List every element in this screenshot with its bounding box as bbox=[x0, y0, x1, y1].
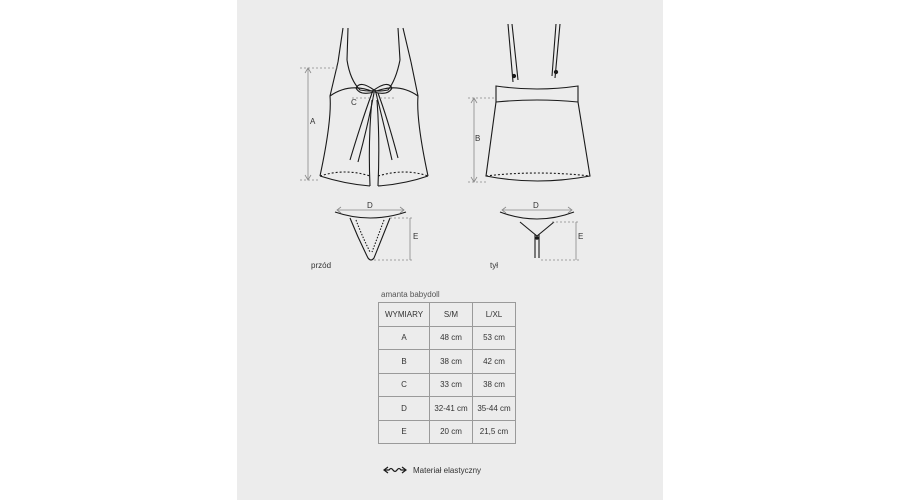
cell-sm: 33 cm bbox=[430, 374, 473, 398]
view-back-caption: tył bbox=[490, 261, 498, 270]
table-row bbox=[378, 397, 516, 421]
cell-sm: 32-41 cm bbox=[430, 397, 473, 421]
row-label: E bbox=[378, 421, 430, 445]
cell-lxl: 38 cm bbox=[473, 374, 516, 398]
dim-b-label: B bbox=[475, 134, 481, 143]
row-label: A bbox=[378, 327, 430, 351]
cell-lxl: 42 cm bbox=[473, 350, 516, 374]
table-header-row bbox=[378, 302, 516, 327]
table-row bbox=[378, 350, 516, 374]
dim-e-back-label: E bbox=[578, 232, 584, 241]
row-label: C bbox=[378, 374, 430, 398]
row-label: B bbox=[378, 350, 430, 374]
header-cell: WYMIARY bbox=[378, 302, 430, 327]
table-row bbox=[378, 327, 516, 351]
dim-c-label: C bbox=[351, 98, 357, 107]
row-label: D bbox=[378, 397, 430, 421]
cell-sm: 20 cm bbox=[430, 421, 473, 445]
table-row bbox=[378, 374, 516, 398]
dim-b-line bbox=[468, 98, 496, 182]
cell-lxl: 35-44 cm bbox=[473, 397, 516, 421]
dim-a-label: A bbox=[310, 117, 316, 126]
back-babydoll-drawing bbox=[486, 24, 590, 181]
view-front-caption: przód bbox=[311, 261, 332, 270]
dim-d-back-label: D bbox=[533, 201, 539, 210]
header-cell: S/M bbox=[430, 302, 473, 327]
cell-sm: 38 cm bbox=[430, 350, 473, 374]
size-table bbox=[378, 302, 516, 444]
cell-sm: 48 cm bbox=[430, 327, 473, 351]
table-row bbox=[378, 421, 516, 445]
front-thong-drawing bbox=[335, 212, 406, 260]
dim-e-front-line bbox=[374, 218, 414, 260]
table-title: amanta babydoll bbox=[381, 290, 440, 299]
legend bbox=[383, 464, 481, 476]
dim-d-front-label: D bbox=[367, 201, 373, 210]
cell-lxl: 21,5 cm bbox=[473, 421, 516, 445]
front-babydoll-drawing bbox=[320, 28, 428, 186]
elastic-arrow-icon bbox=[383, 465, 407, 475]
legend-text: Materiał elastyczny bbox=[413, 465, 482, 475]
header-cell: L/XL bbox=[473, 302, 516, 327]
back-thong-drawing bbox=[500, 212, 574, 258]
cell-lxl: 53 cm bbox=[473, 327, 516, 351]
dim-e-front-label: E bbox=[413, 232, 419, 241]
